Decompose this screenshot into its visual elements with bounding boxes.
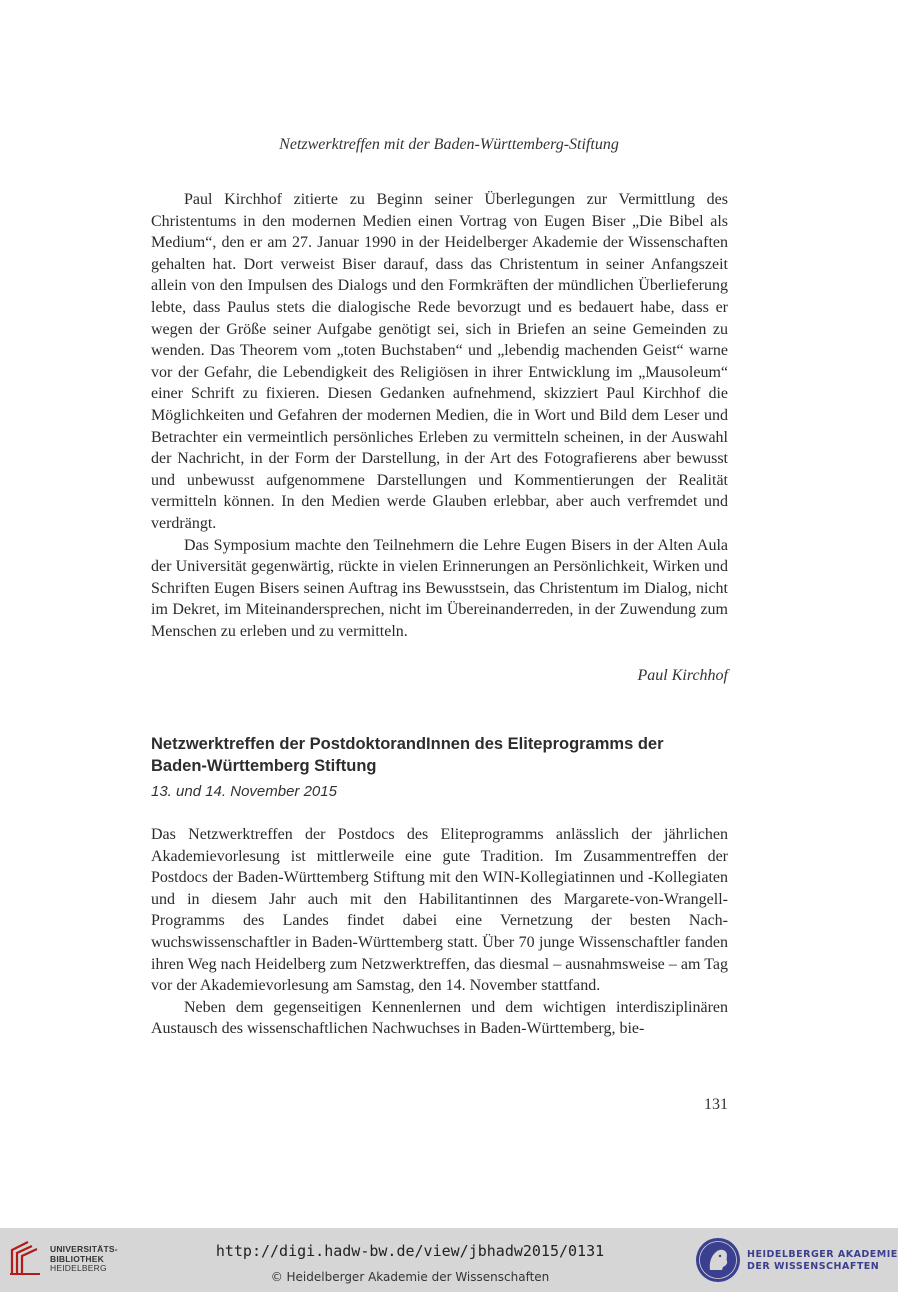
ub-logo-line: HEIDELBERG (50, 1263, 107, 1273)
section1-body (151, 189, 728, 642)
ub-heidelberg-logo[interactable] (8, 1236, 138, 1284)
page-number: 131 (704, 1096, 728, 1113)
section-heading (151, 733, 751, 777)
paragraph: Paul Kirchhof zitierte zu Beginn seiner Überlegungen zur Vermittlung des Christentums in den modernen Medien einen Vortrag von Eugen Biser „Die Bibel als Medium“, den er am 27. Januar 1990 in der Heidelberger Akademie der Wissenschaften gehalten hat. Dort verweist Biser darauf, dass das Christentum in seiner Anfangszeit allein von den Impulsen des Dialogs und den Formkräften der mündlichen Überlieferung lebte, dass Paulus stets die dialogische Rede bevorzugt und es bedauert habe, dass er wegen der Größe seiner Aufgabe genötigt sei, sich in Briefen an seine Gemeinden zu wenden. Das Theorem vom „toten Buchstaben“ und „lebendig machenden Geist“ warne vor der Gefahr, die Lebendigkeit des Religiösen in ihrer Entwicklung im „Mausoleum“ einer Schrift zu fixieren. Diesen Gedanken aufnehmend, skizziert Paul Kirchhof die Möglichkeiten und Gefahren der modernen Medien, die in Wort und Bild dem Leser und Betrachter ein vermeintlich persönliches Erleben zu vermitteln scheinen, in der Auswahl der Nachricht, in der Form der Darstellung, in der Art des Fotografierens aber bewusst und unbewusst aufgenommene Darstellungen und Kommentierungen der Realität vermitteln können. In den Medien werde Glauben erlebbar, aber auch verfremdet und verdrängt. (151, 191, 728, 532)
hadw-logo[interactable] (694, 1234, 898, 1288)
hadw-logo-text (747, 1249, 898, 1273)
copyright-notice: © Heidelberger Akademie der Wissenschaften (270, 1270, 550, 1284)
footer-bar (0, 1228, 898, 1292)
section-heading-line: Netzwerktreffen der PostdoktorandInnen des Eliteprogramms der (151, 735, 664, 753)
ub-logo-mark-icon (8, 1238, 42, 1278)
section-date: 13. und 14. November 2015 (151, 783, 337, 800)
paragraph: Das Symposium machte den Teilnehmern die Lehre Eugen Bisers in der Alten Aula der Universität gegenwärtig, rückte in vielen Erinnerungen an Persönlichkeit, Wirken und Schriften Eugen Bisers seinen Auftrag ins Bewusstsein, das Christentum im Dialog, nicht im Dekret, im Miteinandersprechen, nicht im Übereinanderreden, in der Zuwendung zum Menschen zu erleben und zu vermitteln. (151, 536, 728, 640)
hadw-logo-line: DER WISSENSCHAFTEN (747, 1261, 880, 1272)
section-heading-line: Baden-Württemberg Stiftung (151, 757, 377, 775)
paragraph: Das Netzwerktreffen der Postdocs des Eliteprogramms anlässlich der jährlichen Akademievorlesung ist mittlerweile eine gute Tradition. Im Zusammentreffen der Postdocs der Baden-Württemberg Stiftung mit den WIN-Kollegiatinnen und -Kollegiaten und in diesem Jahr auch mit den Habilitantinnen des Margarete-von-Wrangell-Programms des Landes findet dabei eine Vernetzung der besten Nachwuchswissenschaftler in Baden-Württemberg statt. Über 70 junge Wissenschaftler fanden ihren Weg nach Heidelberg zum Netzwerktreffen, das diesmal – ausnahmsweise – am Tag vor der Akademievorlesung am Samstag, den 14. November stattfand. (151, 826, 728, 995)
ub-logo-text (50, 1245, 118, 1274)
ub-logo-line: UNIVERSITÄTS- (50, 1244, 118, 1254)
paragraph: Neben dem gegenseitigen Kennenlernen und dem wichtigen interdisziplinären Austausch des wissenschaftlichen Nachwuchses in Baden-Württemberg, bie- (151, 998, 728, 1038)
hadw-logo-line: HEIDELBERGER AKADEMIE (747, 1249, 898, 1260)
hadw-seal-icon (694, 1236, 742, 1284)
author-signature: Paul Kirchhof (637, 667, 728, 684)
ub-logo-line: BIBLIOTHEK (50, 1253, 104, 1264)
running-header: Netzwerktreffen mit der Baden-Württemberg-Stiftung (279, 136, 619, 153)
permalink-url[interactable]: http://digi.hadw-bw.de/view/jbhadw2015/0131 (215, 1242, 605, 1260)
section2-body (151, 824, 728, 1040)
